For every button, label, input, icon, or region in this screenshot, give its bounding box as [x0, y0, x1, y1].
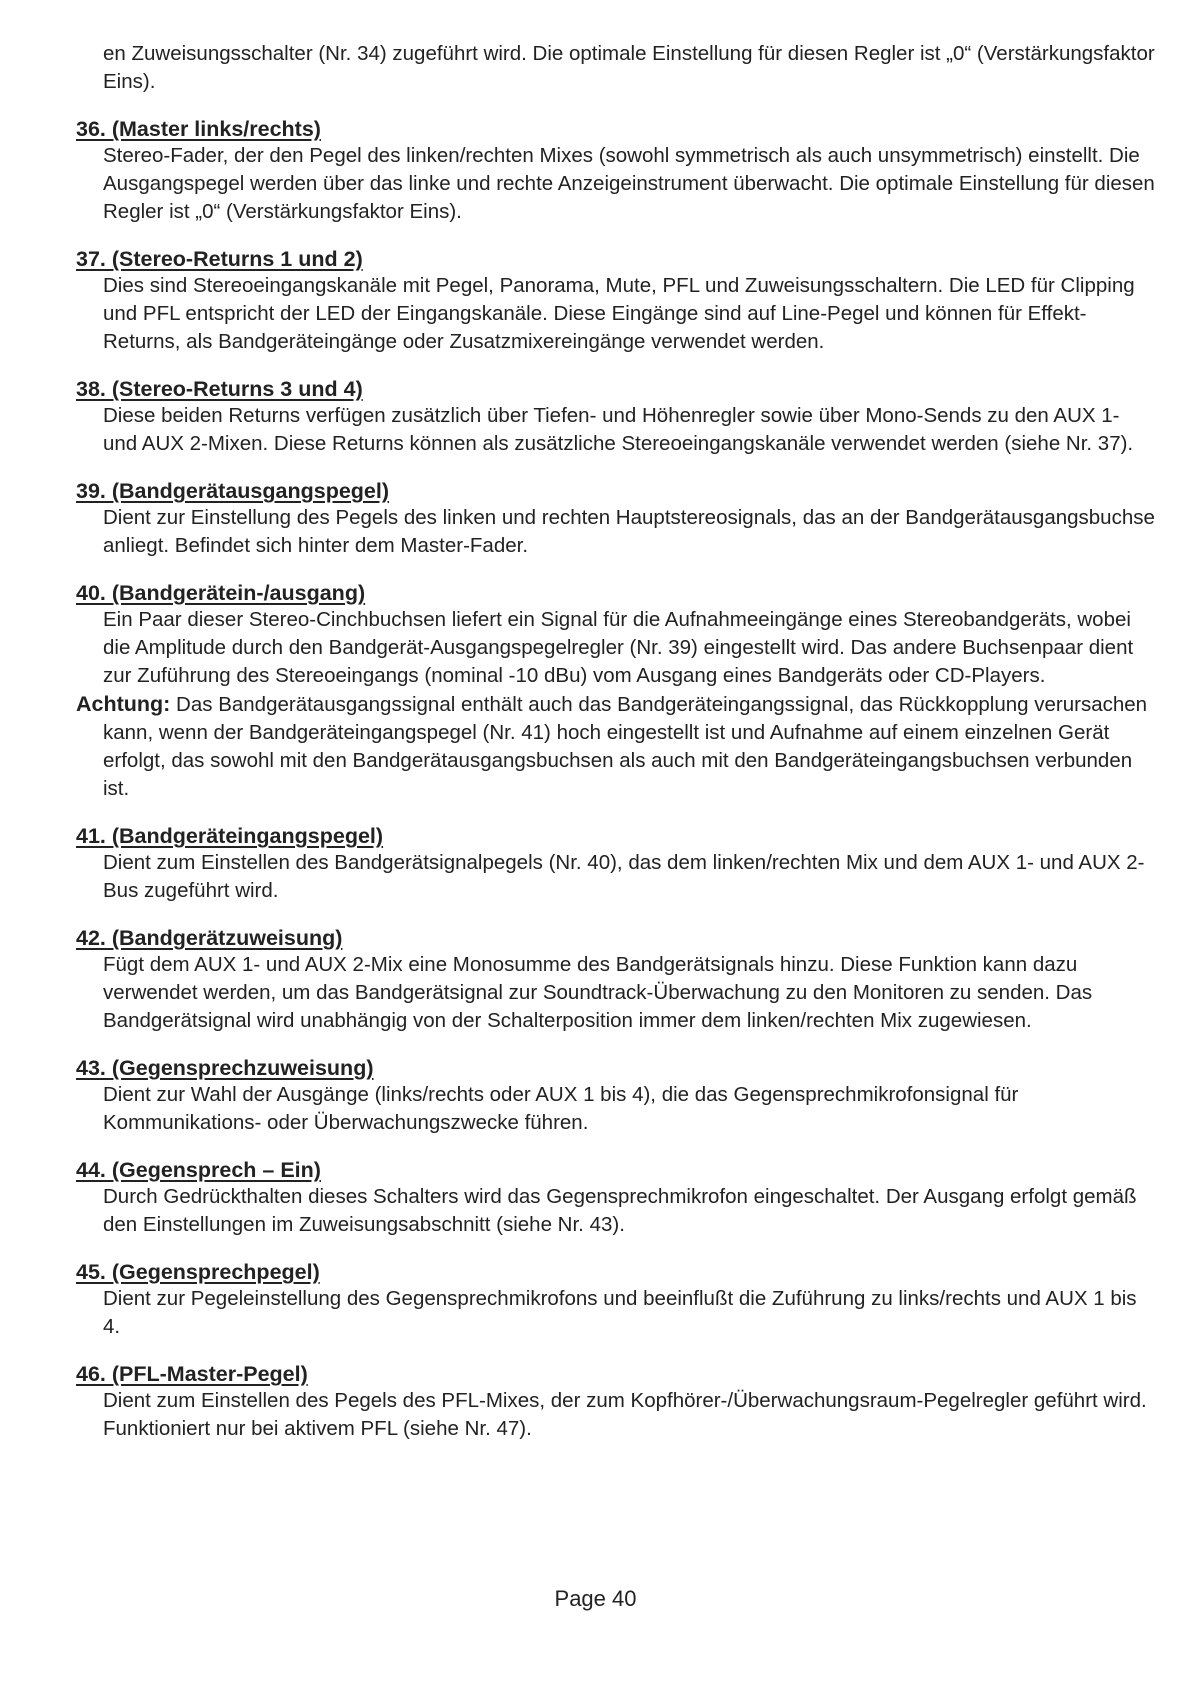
page-content [76, 40, 1156, 1443]
section-46 [76, 1361, 1156, 1443]
section-body: Fügt dem AUX 1- und AUX 2-Mix eine Monosumme des Bandgerätsignals hinzu. Diese Funktion kann dazu verwendet werden, um das Bandgerätsignal zur Soundtrack-Überwachung zu den Monitoren zu senden. Das Bandgerätsignal wird unabhängig von der Schalterposition immer dem linken/rechten Mix zugewiesen. [103, 953, 1093, 1032]
warning-note [76, 690, 1156, 803]
page-number: Page 40 [554, 1586, 637, 1611]
section-42 [76, 925, 1156, 1035]
section-body: Dient zur Wahl der Ausgänge (links/rechts oder AUX 1 bis 4), die das Gegensprechmikrofonsignal für Kommunikations- oder Überwachungszwecke führen. [103, 1083, 1019, 1134]
section-43 [76, 1055, 1156, 1137]
section-body: Dies sind Stereoeingangskanäle mit Pegel, Panorama, Mute, PFL und Zuweisungsschaltern. Die LED für Clipping und PFL entspricht der LED der Eingangskanäle. Diese Eingänge sind auf Line-Pegel und können für Effekt-Returns, als Bandgeräteingänge oder Zusatzmixereingänge verwendet werden. [103, 274, 1135, 353]
section-heading: 41. (Bandgeräteingangspegel) [76, 824, 384, 848]
section-heading: 44. (Gegensprech – Ein) [76, 1158, 321, 1182]
section-body: Stereo-Fader, der den Pegel des linken/rechten Mixes (sowohl symmetrisch als auch unsymmetrisch) einstellt. Die Ausgangspegel werden über das linke und rechte Anzeigeinstrument überwacht. Die optimale Einstellung für diesen Regler ist „0“ (Verstärkungsfaktor Eins). [103, 144, 1155, 223]
warning-label: Achtung: [76, 692, 171, 716]
section-body: Dient zur Einstellung des Pegels des linken und rechten Hauptstereosignals, das an der Bandgerätausgangsbuchse anliegt. Befindet sich hinter dem Master-Fader. [103, 506, 1155, 557]
section-heading: 40. (Bandgerätein-/ausgang) [76, 581, 366, 605]
section-body: Dient zum Einstellen des Bandgerätsignalpegels (Nr. 40), das dem linken/rechten Mix und dem AUX 1- und AUX 2-Bus zugeführt wird. [103, 851, 1145, 902]
section-heading: 39. (Bandgerätausgangspegel) [76, 479, 390, 503]
section-body: Dient zum Einstellen des Pegels des PFL-Mixes, der zum Kopfhörer-/Überwachungsraum-Pegelregler geführt wird. Funktioniert nur bei aktivem PFL (siehe Nr. 47). [103, 1389, 1147, 1440]
section-heading: 46. (PFL-Master-Pegel) [76, 1362, 308, 1386]
section-body: Ein Paar dieser Stereo-Cinchbuchsen liefert ein Signal für die Aufnahmeeingänge eines Stereobandgeräts, wobei die Amplitude durch den Bandgerät-Ausgangspegelregler (Nr. 39) eingestellt wird. Das andere Buchsenpaar dient zur Zuführung des Stereoeingangs (nominal -10 dBu) vom Ausgang eines Bandgeräts oder CD-Players. [103, 608, 1134, 687]
section-39 [76, 478, 1156, 560]
warning-note-body [76, 690, 1156, 803]
section-heading: 38. (Stereo-Returns 3 und 4) [76, 377, 363, 401]
section-37 [76, 246, 1156, 356]
section-41 [76, 823, 1156, 905]
section-36 [76, 116, 1156, 226]
intro-paragraph: en Zuweisungsschalter (Nr. 34) zugeführt wird. Die optimale Einstellung für diesen Regler ist „0“ (Verstärkungsfaktor Eins). [103, 42, 1155, 93]
section-body: Durch Gedrückthalten dieses Schalters wird das Gegensprechmikrofon eingeschaltet. Der Ausgang erfolgt gemäß den Einstellungen im Zuweisungsabschnitt (siehe Nr. 43). [103, 1185, 1137, 1236]
section-38 [76, 376, 1156, 458]
section-body: Dient zur Pegeleinstellung des Gegensprechmikrofons und beeinflußt die Zuführung zu links/rechts und AUX 1 bis 4. [103, 1287, 1137, 1338]
section-45 [76, 1259, 1156, 1341]
section-40 [76, 580, 1156, 803]
section-heading: 45. (Gegensprechpegel) [76, 1260, 320, 1284]
section-heading: 42. (Bandgerätzuweisung) [76, 926, 343, 950]
section-heading: 43. (Gegensprechzuweisung) [76, 1056, 374, 1080]
section-heading: 36. (Master links/rechts) [76, 117, 321, 141]
section-body: Diese beiden Returns verfügen zusätzlich über Tiefen- und Höhenregler sowie über Mono-Sends zu den AUX 1- und AUX 2-Mixen. Diese Returns können als zusätzliche Stereoeingangskanäle verwendet werden (siehe Nr. 37). [103, 404, 1134, 455]
section-44 [76, 1157, 1156, 1239]
section-heading: 37. (Stereo-Returns 1 und 2) [76, 247, 363, 271]
warning-text: Das Bandgerätausgangssignal enthält auch das Bandgeräteingangssignal, das Rückkopplung verursachen kann, wenn der Bandgeräteingangspegel (Nr. 41) hoch eingestellt ist und Aufnahme auf einem einzelnen Gerät erfolgt, das sowohl mit den Bandgerätausgangsbuchsen als auch mit den Bandgeräteingangsbuchsen verbunden ist. [103, 693, 1148, 800]
